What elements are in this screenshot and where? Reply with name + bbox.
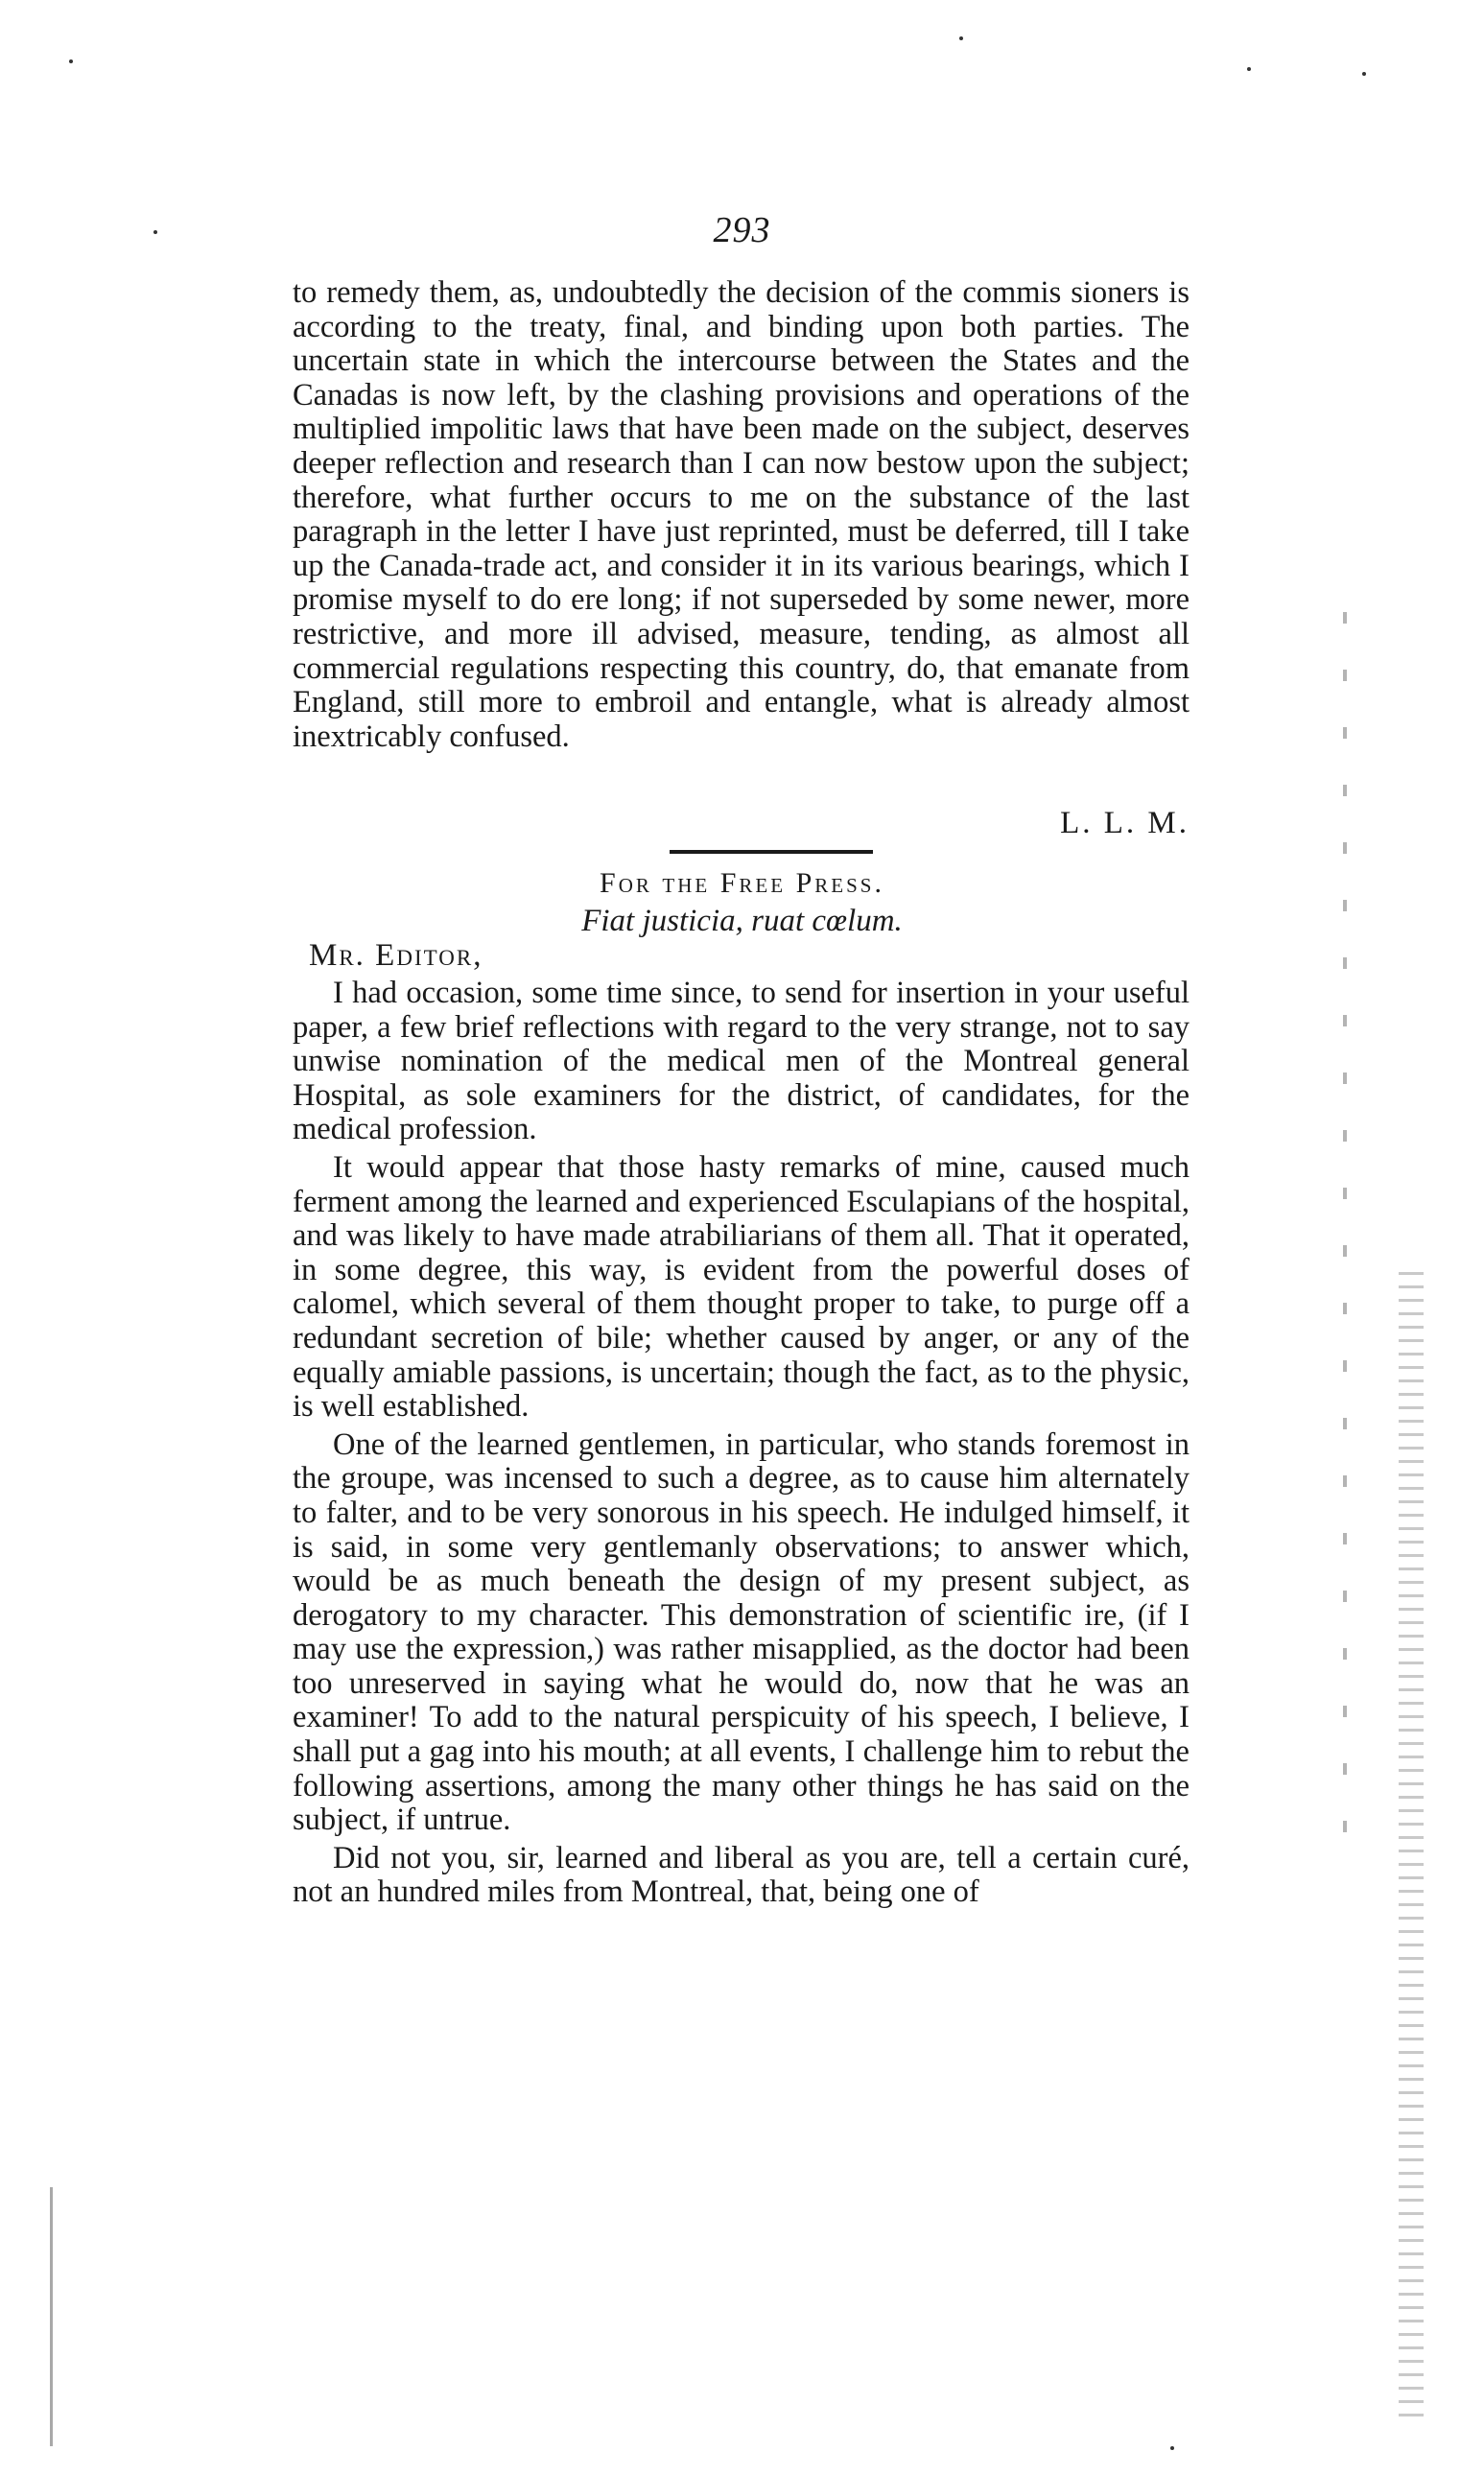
- letter-paragraph: One of the learned gentlemen, in particular, who stands foremost in the groupe, was incensed to such a degree, as to cause him alternately to falter, and to be very sonorous in his speech. He indulged himself, it is said, in some very gentlemanly observations; to answer which, would be as much beneath the design of my present subject, as derogatory to my character. This demonstration of scientific ire, (if I may use the expression,) was rather misapplied, as the doctor had been too unreserved in saying what he would do, now that he was an examiner! To add to the natural perspicuity of his speech, I believe, I shall put a gag into his mouth; at all events, I challenge him to rebut the following assertions, among the many other things he has said on the subject, if untrue.: [293, 1426, 1190, 1838]
- letter-paragraph: It would appear that those hasty remarks of mine, caused much ferment among the learned and experienced Esculapians of the hospital, and was likely to have made atrabiliarians of them all. That it operated, in some degree, this way, is evident from the powerful doses of calomel, which several of them thought proper to take, to purge off a redundant secretion of bile; whether caused by anger, or any of the equally amiable passions, is uncertain; though the fact, as to the physic, is well established.: [293, 1149, 1190, 1425]
- letter-body: [293, 977, 1190, 1910]
- page-number: 293: [713, 210, 771, 250]
- letter-paragraph: Did not you, sir, learned and liberal as you are, tell a certain curé, not an hundred miles from Montreal, that, being one of: [293, 1840, 1190, 1910]
- latin-motto: Fiat justicia, ruat cœlum.: [581, 904, 903, 938]
- continued-paragraph: [293, 276, 1190, 754]
- left-edge-mark: [50, 2187, 53, 2446]
- section-divider: [670, 850, 873, 854]
- scan-speck: [959, 36, 963, 40]
- author-signature: L. L. M.: [1060, 806, 1190, 840]
- scan-speck: [69, 59, 73, 63]
- gutter-marks: [1343, 595, 1347, 1842]
- scan-speck: [1247, 67, 1251, 71]
- paragraph-text: to remedy them, as, undoubtedly the decision of the commis sioners is according to the treaty, final, and binding upon both parties. The uncertain state in which the intercourse between the States and the Canadas is now left, by the clashing provisions and operations of the multiplied impolitic laws that have been made on the subject, deserves deeper reflection and research than I can now bestow upon the subject; therefore, what further occurs to me on the substance of the last paragraph in the letter I have just reprinted, must be deferred, till I take up the Canada-trade act, and consider it in its various bearings, which I promise myself to do ere long; if not superseded by some newer, more restrictive, and more ill advised, measure, tending, as almost all commercial regulations respecting this country, do, that emanate from England, still more to embroil and entangle, what is already almost inextricably confused.: [293, 275, 1190, 754]
- section-heading: For the Free Press.: [600, 867, 884, 899]
- page-edge-texture: [1399, 1266, 1424, 2417]
- salutation: Mr. Editor,: [309, 938, 483, 973]
- scan-speck: [153, 230, 157, 234]
- letter-paragraph: I had occasion, some time since, to send for insertion in your useful paper, a few brief reflections with regard to the very strange, not to say unwise nomination of the medical men of the Montreal general Hospital, as sole examiners for the district, of candidates, for the medical profession.: [293, 976, 1190, 1147]
- scan-speck: [1362, 72, 1366, 76]
- scan-speck: [1170, 2446, 1174, 2450]
